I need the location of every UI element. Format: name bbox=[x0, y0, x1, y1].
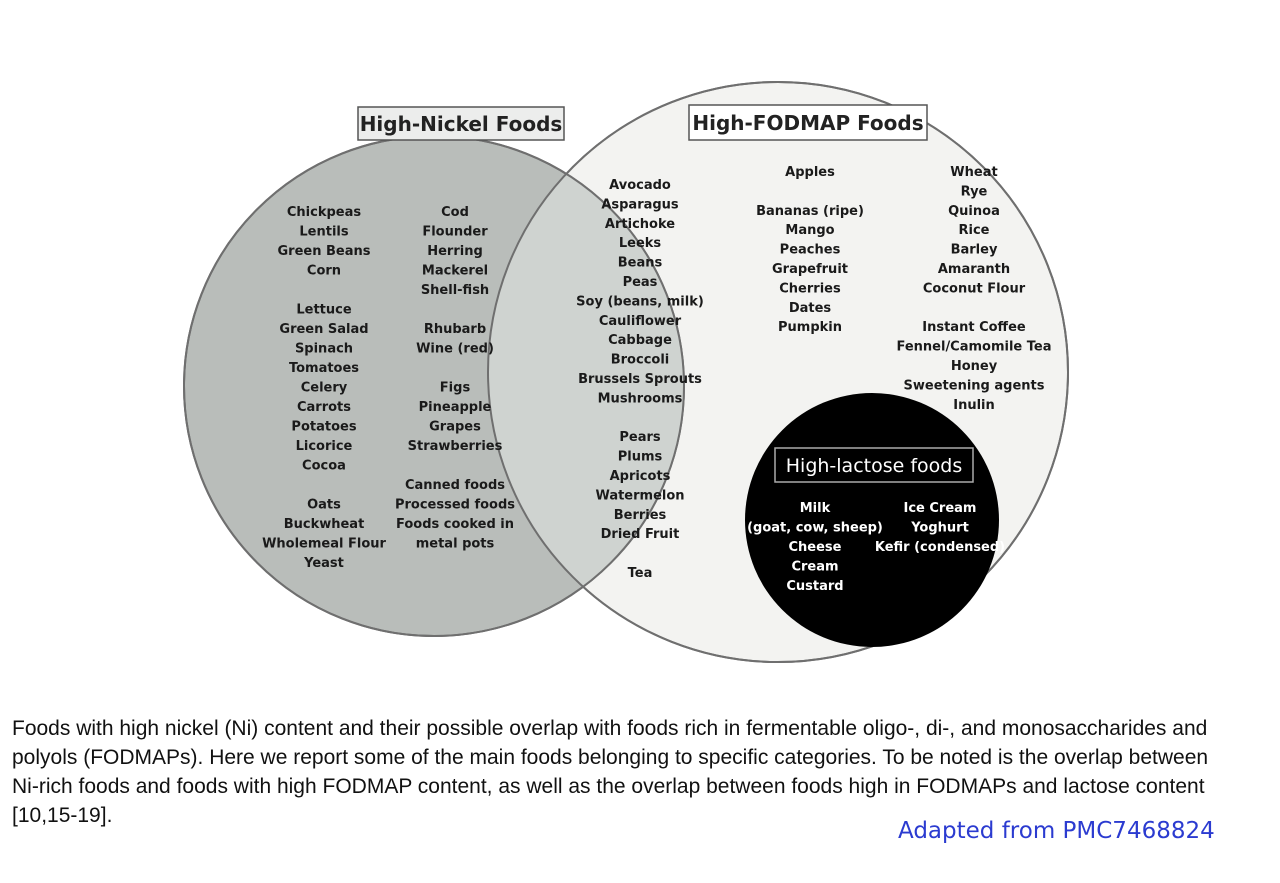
fodmap-title: High-FODMAP Foods bbox=[692, 111, 924, 135]
food-label: Peaches bbox=[779, 242, 841, 258]
food-label: Pineapple bbox=[418, 400, 492, 415]
food-label: Celery bbox=[300, 380, 348, 396]
food-label: Bananas (ripe) bbox=[756, 203, 864, 219]
food-label: Oats bbox=[307, 497, 341, 513]
food-label: Yeast bbox=[304, 556, 344, 571]
food-label: Asparagus bbox=[601, 197, 679, 213]
food-label: Milk bbox=[799, 501, 831, 516]
food-label: Mackerel bbox=[421, 263, 489, 279]
food-label: Shell-fish bbox=[420, 283, 490, 298]
food-label: Lentils bbox=[299, 224, 349, 240]
food-label: Wheat bbox=[950, 165, 998, 180]
food-label: Broccoli bbox=[610, 352, 670, 368]
food-label: Buckwheat bbox=[283, 517, 365, 532]
food-label: Strawberries bbox=[407, 439, 503, 454]
food-label: Inulin bbox=[953, 397, 995, 413]
nickel-title: High-Nickel Foods bbox=[359, 112, 563, 136]
food-label: Watermelon bbox=[595, 488, 685, 504]
food-label: Corn bbox=[306, 263, 342, 279]
food-label: Kefir (condensed) bbox=[874, 540, 1006, 555]
source-credit: Adapted from PMC7468824 bbox=[898, 818, 1215, 844]
food-label: Soy (beans, milk) bbox=[576, 294, 704, 310]
food-label: Figs bbox=[439, 380, 471, 396]
food-label: Licorice bbox=[295, 439, 353, 454]
food-label: Flounder bbox=[422, 224, 488, 240]
food-label: Green Beans bbox=[277, 244, 371, 259]
food-label: Mango bbox=[785, 223, 835, 239]
food-label: Pumpkin bbox=[778, 320, 842, 336]
food-label: Fennel/Camomile Tea bbox=[896, 339, 1052, 355]
food-label: Dried Fruit bbox=[600, 527, 680, 543]
food-label: Chickpeas bbox=[286, 205, 362, 220]
food-label: Yoghurt bbox=[911, 520, 969, 536]
food-label: Cheese bbox=[788, 540, 842, 555]
food-label: Rhubarb bbox=[423, 322, 487, 337]
food-label: Avocado bbox=[609, 178, 671, 193]
food-label: Tomatoes bbox=[288, 361, 360, 376]
food-label: Grapefruit bbox=[772, 262, 848, 277]
food-label: Honey bbox=[950, 359, 998, 374]
food-label: Coconut Flour bbox=[922, 281, 1026, 297]
food-label: Carrots bbox=[296, 400, 352, 415]
food-label: Brussels Sprouts bbox=[578, 372, 702, 387]
food-label: Green Salad bbox=[279, 322, 369, 337]
food-label: Pears bbox=[619, 430, 661, 446]
food-label: Amaranth bbox=[937, 262, 1011, 277]
food-label: Barley bbox=[950, 242, 998, 258]
food-label: Cod bbox=[441, 205, 469, 220]
food-label: Foods cooked in bbox=[395, 517, 515, 532]
food-label: Grapes bbox=[429, 419, 481, 435]
food-label: Custard bbox=[786, 579, 844, 594]
food-label: Sweetening agents bbox=[903, 378, 1045, 394]
food-label: Instant Coffee bbox=[922, 320, 1026, 336]
food-label: (goat, cow, sheep) bbox=[747, 520, 883, 536]
food-label: Cauliflower bbox=[598, 313, 682, 329]
food-label: metal pots bbox=[415, 536, 495, 552]
lactose-title: High-lactose foods bbox=[785, 455, 963, 477]
food-label: Potatoes bbox=[291, 419, 357, 435]
food-label: Cream bbox=[791, 559, 839, 575]
food-label: Canned foods bbox=[404, 478, 506, 493]
food-label: Lettuce bbox=[296, 302, 352, 318]
food-label: Plums bbox=[617, 449, 663, 465]
food-label: Wine (red) bbox=[416, 341, 494, 357]
food-label: Cherries bbox=[779, 281, 841, 297]
food-label: Wholemeal Flour bbox=[262, 536, 386, 552]
food-label: Beans bbox=[617, 255, 663, 271]
food-label: Cabbage bbox=[608, 333, 672, 349]
food-label: Artichoke bbox=[604, 216, 676, 232]
food-label: Spinach bbox=[294, 341, 354, 357]
food-label: Cocoa bbox=[302, 458, 346, 474]
food-label: Processed foods bbox=[394, 497, 516, 513]
food-label: Peas bbox=[622, 275, 658, 290]
figure-caption: Foods with high nickel (Ni) content and their possible overlap with foods rich in fermentable oligo-, di-, and monosaccharides and polyols (FODMAPs). Here we report some of the main foods belonging to specific categories. To be noted is the overlap between Ni-rich foods and foods with high FODMAP content, as well as the overlap between foods high in FODMAPs and lactose content [10,15-19]. bbox=[12, 717, 1209, 827]
food-label: Rye bbox=[960, 184, 988, 200]
food-label: Dates bbox=[788, 300, 832, 316]
food-label: Apricots bbox=[609, 469, 671, 484]
food-label: Tea bbox=[627, 566, 653, 581]
food-label: Apples bbox=[785, 165, 835, 180]
food-label: Rice bbox=[958, 223, 990, 239]
food-label: Mushrooms bbox=[597, 391, 683, 407]
food-label: Quinoa bbox=[948, 203, 1000, 219]
food-label: Leeks bbox=[618, 236, 662, 252]
food-label: Herring bbox=[427, 244, 483, 259]
food-label: Ice Cream bbox=[903, 501, 977, 516]
food-label: Berries bbox=[613, 507, 667, 523]
